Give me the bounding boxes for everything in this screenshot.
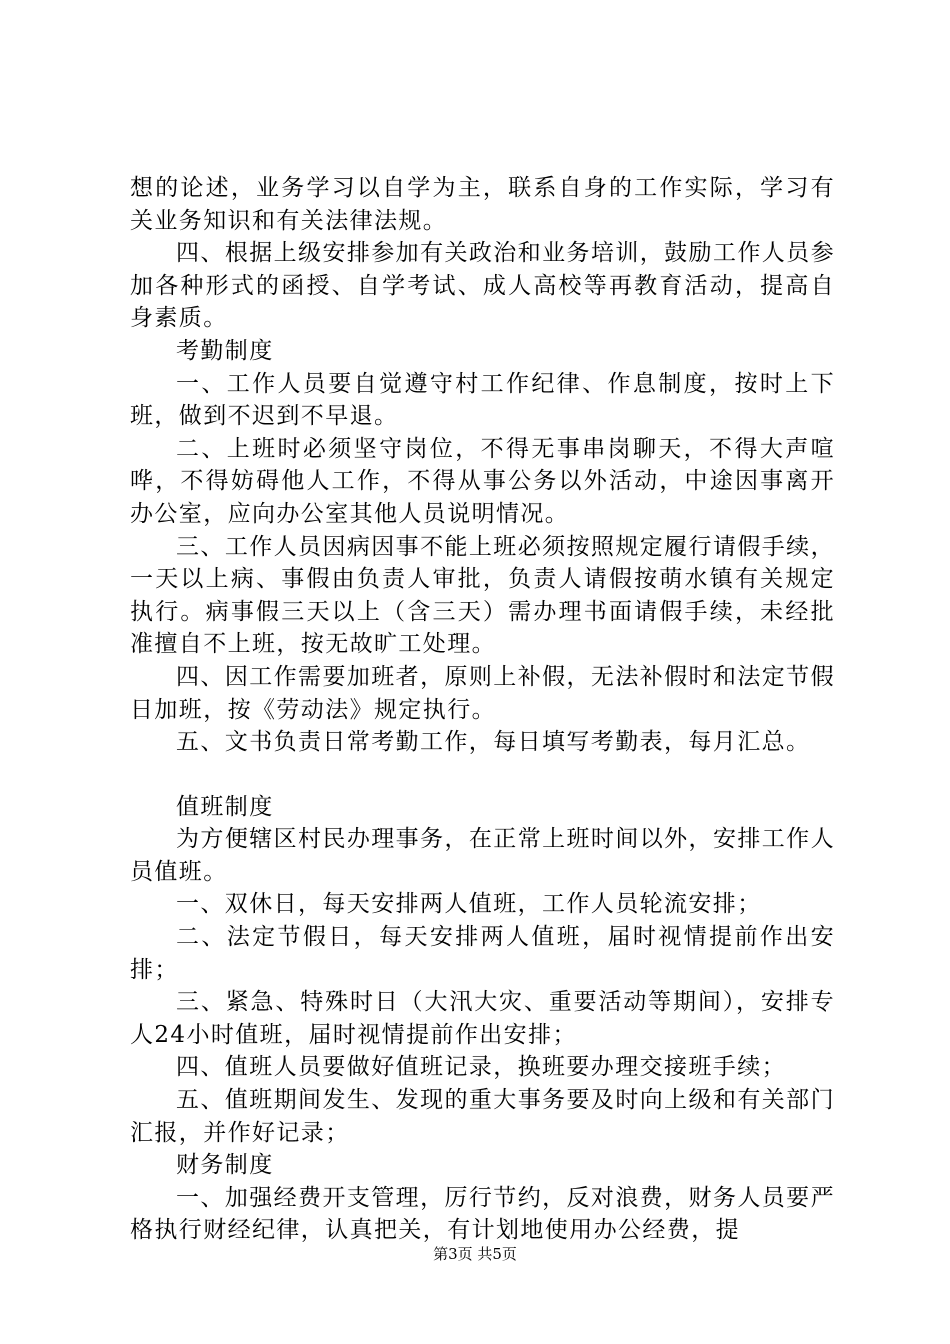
body-paragraph: 三、紧急、特殊时日（大汛大灾、重要活动等期间），安排专人24小时值班，届时视情提前作出安排； (130, 989, 835, 1048)
page-footer: 第3页 共5页 (433, 1245, 517, 1263)
body-paragraph: 二、法定节假日，每天安排两人值班，届时视情提前作出安排； (130, 924, 835, 983)
section-heading: 财务制度 (176, 1152, 274, 1179)
body-paragraph: 四、根据上级安排参加有关政治和业务培训，鼓励工作人员参加各种形式的函授、自学考试、成人高校等再教育活动，提高自身素质。 (130, 240, 835, 332)
body-paragraph: 一、加强经费开支管理，厉行节约，反对浪费，财务人员要严格执行财经纪律，认真把关，有计划地使用办公经费，提 (130, 1184, 835, 1244)
body-paragraph: 想的论述，业务学习以自学为主，联系自身的工作实际，学习有关业务知识和有关法律法规。 (130, 175, 835, 234)
body-paragraph: 五、文书负责日常考勤工作，每日填写考勤表，每月汇总。 (176, 729, 811, 756)
body-paragraph: 一、工作人员要自觉遵守村工作纪律、作息制度，按时上下班，做到不迟到不早退。 (130, 370, 835, 430)
body-paragraph: 一、双休日，每天安排两人值班，工作人员轮流安排； (176, 891, 762, 918)
paragraph-gap (130, 759, 835, 791)
body-paragraph: 为方便辖区村民办理事务，在正常上班时间以外，安排工作人员值班。 (130, 826, 835, 885)
body-paragraph: 五、值班期间发生、发现的重大事务要及时向上级和有关部门汇报，并作好记录； (130, 1087, 835, 1146)
body-paragraph: 四、值班人员要做好值班记录，换班要办理交接班手续； (176, 1054, 786, 1081)
body-paragraph: 三、工作人员因病因事不能上班必须按照规定履行请假手续，一天以上病、事假由负责人审批，负责人请假按萌水镇有关规定执行。病事假三天以上（含三天）需办理书面请假手续，未经批准擅自不上班，按无故旷工处理。 (130, 533, 835, 658)
document-body (130, 172, 835, 1247)
section-heading: 考勤制度 (176, 337, 274, 364)
section-heading: 值班制度 (176, 793, 274, 820)
body-paragraph: 四、因工作需要加班者，原则上补假，无法补假时和法定节假日加班，按《劳动法》规定执行。 (130, 663, 835, 723)
body-paragraph: 二、上班时必须坚守岗位，不得无事串岗聊天，不得大声喧哗，不得妨碍他人工作，不得从事公务以外活动，中途因事离开办公室，应向办公室其他人员说明情况。 (130, 435, 835, 527)
